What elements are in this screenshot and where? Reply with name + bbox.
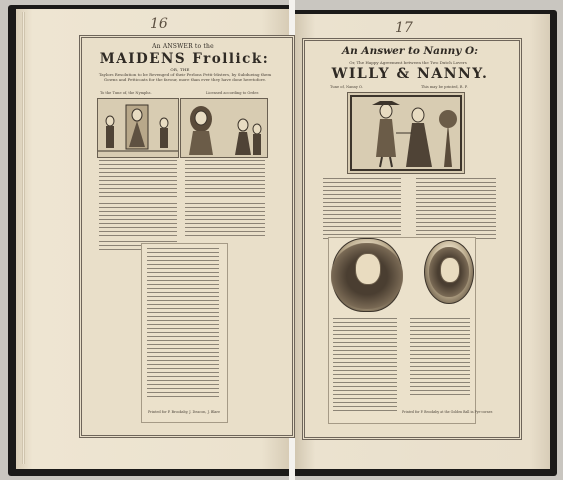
right-folio: 17: [395, 20, 413, 36]
woodcut-couple: [347, 92, 465, 174]
left-licence: Licensed according to Order.: [206, 91, 259, 95]
right-title: WILLY & NANNY.: [331, 66, 489, 82]
slip-verses: [147, 248, 219, 398]
left-verse-4: [185, 203, 265, 237]
portrait-man: [332, 238, 402, 312]
couple-image: [348, 93, 464, 173]
tailors-figures-image: [98, 99, 178, 157]
man-face: [355, 253, 381, 285]
woodcut-gentlemen: [180, 98, 268, 158]
right-subtitle: Or, The Happy Agreement between the Two Dutch Lovers: [349, 60, 467, 65]
left-folio: 16: [150, 16, 168, 32]
right-header-title: An Answer to Nanny O:: [342, 45, 478, 57]
right-slip-verses-1: [333, 318, 397, 414]
right-licence: This may be printed, R. P.: [421, 85, 468, 89]
portrait-woman: [424, 240, 474, 304]
woodcut-tailors: [97, 98, 179, 158]
right-imprint: Printed for P. Brooksby at the Golden Ball in Pye-corner.: [402, 410, 493, 414]
left-header: An ANSWER to the: [152, 43, 214, 50]
page-edges: [22, 12, 25, 464]
right-verse-2: [416, 178, 496, 240]
left-tune: To the Tune of, the Nymphs.: [100, 91, 152, 95]
left-verse-1: [99, 160, 177, 198]
right-tune: Tune of, Nanny O.: [330, 85, 363, 89]
left-verse-2: [185, 160, 265, 198]
left-imprint: Printed for P. Brooksby, J. Deacon, J. Blare: [148, 410, 221, 414]
left-verse-3: [99, 203, 177, 237]
left-title: MAIDENS Frollick:: [99, 51, 270, 67]
right-slip-verses-2: [410, 318, 470, 398]
gentlemen-figures-image: [181, 99, 267, 157]
right-verse-1: [323, 178, 401, 240]
left-or: OR, THE: [170, 67, 190, 72]
woman-face: [440, 257, 460, 283]
left-subtitle: Taylors Resolution to be Revenged of their Perlons Petti-Misters, by Subdueing them Gowns and Petticoats for the favour, more than ever they have done heretofore.: [98, 72, 272, 82]
